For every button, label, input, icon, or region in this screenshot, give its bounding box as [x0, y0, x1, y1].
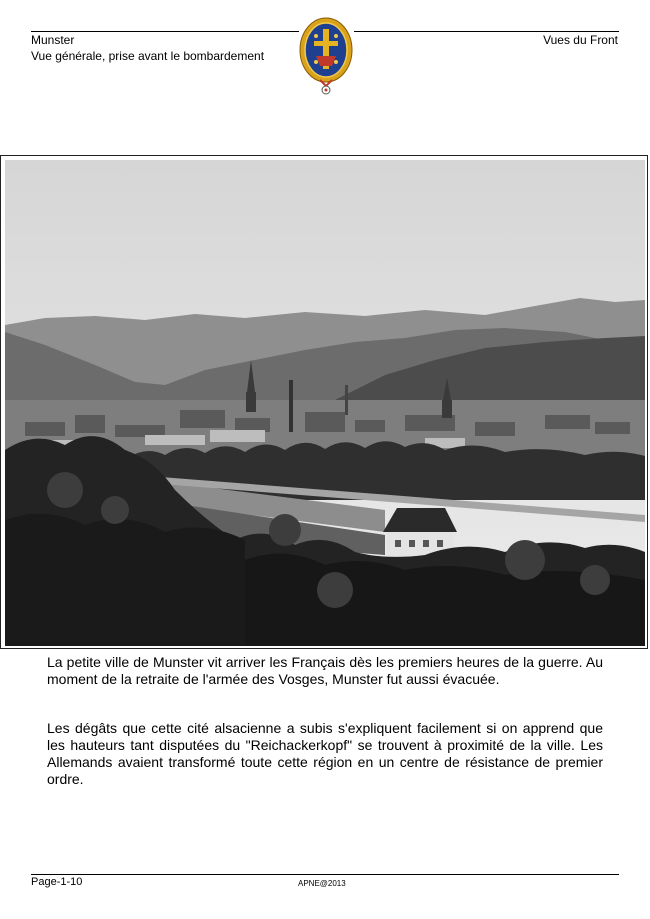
footer-credit: APNE@2013 [298, 879, 346, 888]
munster-photograph [0, 155, 648, 649]
header-title: Munster [31, 33, 75, 47]
page-number: Page-1-10 [31, 876, 83, 888]
header-subtitle: Vue générale, prise avant le bombardement [31, 49, 265, 63]
footer-rule [31, 874, 619, 875]
header-section: Vues du Front [543, 33, 618, 47]
paragraph-1: La petite ville de Munster vit arriver les Français dès les premiers heures de la guerre. Au moment de la retraite de l'armée des Vosges, Munster fut aussi évacuée. [47, 654, 603, 687]
paragraph-2: Les dégâts que cette cité alsacienne a subis s'expliquent facilement si on apprend que les hauteurs tant disputées du "Reichackerkopf" se trouvent à proximité de la ville. Les Allemands avaient transformé toute cette région en un centre de résistance de premier ordre. [47, 720, 603, 787]
coat-of-arms-icon [298, 16, 354, 98]
landscape-photo-image [5, 160, 645, 646]
